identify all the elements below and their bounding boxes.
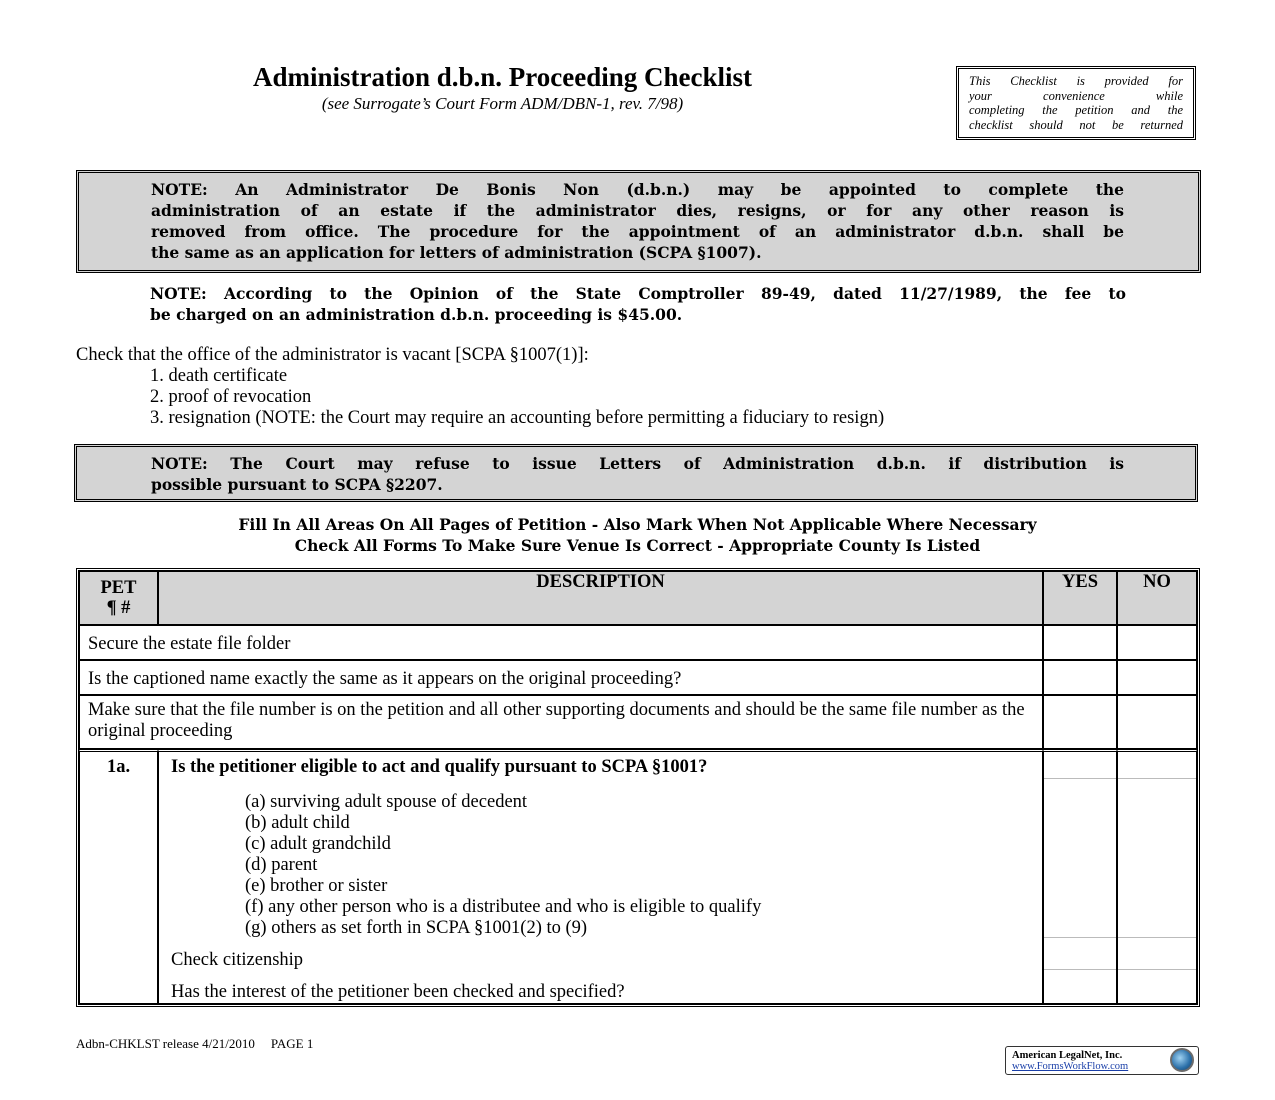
note-line: NOTE: The Court may refuse to issue Letters of Administration d.b.n. if distribution is — [151, 454, 1124, 473]
header-pet — [79, 571, 158, 625]
globe-icon — [1170, 1048, 1194, 1072]
vacancy-heading: Check that the office of the administrator is vacant [SCPA §1007(1)]: — [76, 345, 589, 365]
note-line: removed from office. The procedure for the appointment of an administrator d.b.n. shall be — [151, 222, 1124, 241]
no-checkbox-column[interactable] — [1117, 749, 1197, 1004]
note-line: be charged on an administration d.b.n. proceeding is $45.00. — [150, 305, 683, 324]
instruction-line: Check All Forms To Make Sure Venue Is Correct - Appropriate County Is Listed — [294, 536, 981, 555]
list-item: (b) adult child — [245, 813, 350, 833]
yes-checkbox-cell[interactable] — [1044, 938, 1116, 970]
note-dbn-definition — [76, 170, 1201, 273]
note-line: NOTE: According to the Opinion of the State Comptroller 89-49, dated 11/27/1989, the fee to — [150, 284, 1126, 303]
list-item: 1. death certificate — [150, 366, 288, 386]
list-item: (e) brother or sister — [245, 876, 388, 896]
page-subtitle: (see Surrogate’s Court Form ADM/DBN-1, rev. 7/98) — [321, 94, 684, 113]
publisher-logo[interactable] — [1005, 1046, 1199, 1075]
section-1a-description — [158, 749, 1043, 1004]
no-checkbox-cell[interactable] — [1117, 695, 1197, 749]
page-number: PAGE 1 — [270, 1036, 314, 1051]
release-text: Adbn-CHKLST release 4/21/2010 — [76, 1036, 255, 1051]
note-fee — [150, 283, 1126, 325]
yes-checkbox-cell[interactable] — [1043, 625, 1117, 660]
header-pet-line1: PET — [100, 578, 137, 598]
citizenship-check: Check citizenship — [171, 950, 304, 970]
row-description: Is the captioned name exactly the same as it appears on the original proceeding? — [79, 660, 1043, 695]
vacancy-list — [150, 366, 884, 429]
table-header-row — [79, 571, 1197, 625]
no-checkbox-cell[interactable] — [1117, 625, 1197, 660]
header-no: NO — [1117, 571, 1197, 625]
yes-checkbox-cell[interactable] — [1044, 752, 1116, 779]
note-line: possible pursuant to SCPA §2207. — [151, 475, 443, 494]
yes-cell-stack — [1044, 752, 1116, 970]
list-item: (c) adult grandchild — [245, 834, 391, 854]
table-row — [79, 695, 1197, 749]
table-row — [79, 660, 1197, 695]
no-checkbox-cell[interactable] — [1118, 938, 1196, 970]
no-checkbox-cell[interactable] — [1117, 660, 1197, 695]
publisher-name: American LegalNet, Inc. — [1012, 1050, 1123, 1061]
note-line: administration of an estate if the administrator dies, resigns, or for any other reason is — [151, 201, 1124, 220]
disclaimer-line: checklist should not be returned — [969, 117, 1183, 132]
row-description: Make sure that the file number is on the petition and all other supporting documents and should be the same file number as the original proceeding — [79, 695, 1043, 749]
disclaimer-line: This Checklist is provided for — [969, 74, 1183, 88]
publisher-url[interactable]: www.FormsWorkFlow.com — [1012, 1061, 1129, 1072]
interest-check: Has the interest of the petitioner been checked and specified? — [171, 982, 625, 1002]
eligibility-options — [159, 778, 1042, 939]
instructions — [0, 514, 1275, 556]
table-row-1a — [79, 749, 1197, 1004]
eligibility-question: Is the petitioner eligible to act and qualify pursuant to SCPA §1001? — [171, 757, 708, 777]
no-cell-stack — [1118, 752, 1196, 970]
header-yes: YES — [1043, 571, 1117, 625]
note-line: NOTE: An Administrator De Bonis Non (d.b.n.) may be appointed to complete the — [151, 180, 1124, 199]
note-distribution — [74, 444, 1198, 502]
list-item: 2. proof of revocation — [150, 387, 312, 407]
row-description: Secure the estate file folder — [79, 625, 1043, 660]
checklist-table — [76, 568, 1200, 1007]
yes-checkbox-column[interactable] — [1043, 749, 1117, 1004]
note-line: the same as an application for letters of administration (SCPA §1007). — [151, 243, 762, 262]
list-item: (f) any other person who is a distributee and who is eligible to qualify — [245, 897, 762, 917]
yes-checkbox-cell[interactable] — [1043, 695, 1117, 749]
table-row — [79, 625, 1197, 660]
list-item: (a) surviving adult spouse of decedent — [245, 792, 528, 812]
no-checkbox-cell[interactable] — [1118, 752, 1196, 779]
yes-checkbox-cell[interactable] — [1044, 779, 1116, 938]
pet-number: 1a. — [79, 749, 158, 1004]
no-checkbox-cell[interactable] — [1118, 779, 1196, 938]
disclaimer-box — [956, 66, 1196, 140]
list-item: 3. resignation (NOTE: the Court may require an accounting before permitting a fiduciary to resign) — [150, 408, 885, 428]
footer-release — [76, 1036, 329, 1052]
header-description: DESCRIPTION — [158, 571, 1043, 625]
header-pet-line2: ¶ # — [106, 598, 131, 618]
list-item: (d) parent — [245, 855, 318, 875]
yes-checkbox-cell[interactable] — [1043, 660, 1117, 695]
instruction-line: Fill In All Areas On All Pages of Petition - Also Mark When Not Applicable Where Necessary — [238, 515, 1037, 534]
disclaimer-line: completing the petition and the — [969, 103, 1183, 117]
list-item: (g) others as set forth in SCPA §1001(2) to (9) — [245, 918, 588, 938]
page-title: Administration d.b.n. Proceeding Checklist — [252, 62, 753, 92]
disclaimer-line: your convenience while — [969, 88, 1183, 103]
